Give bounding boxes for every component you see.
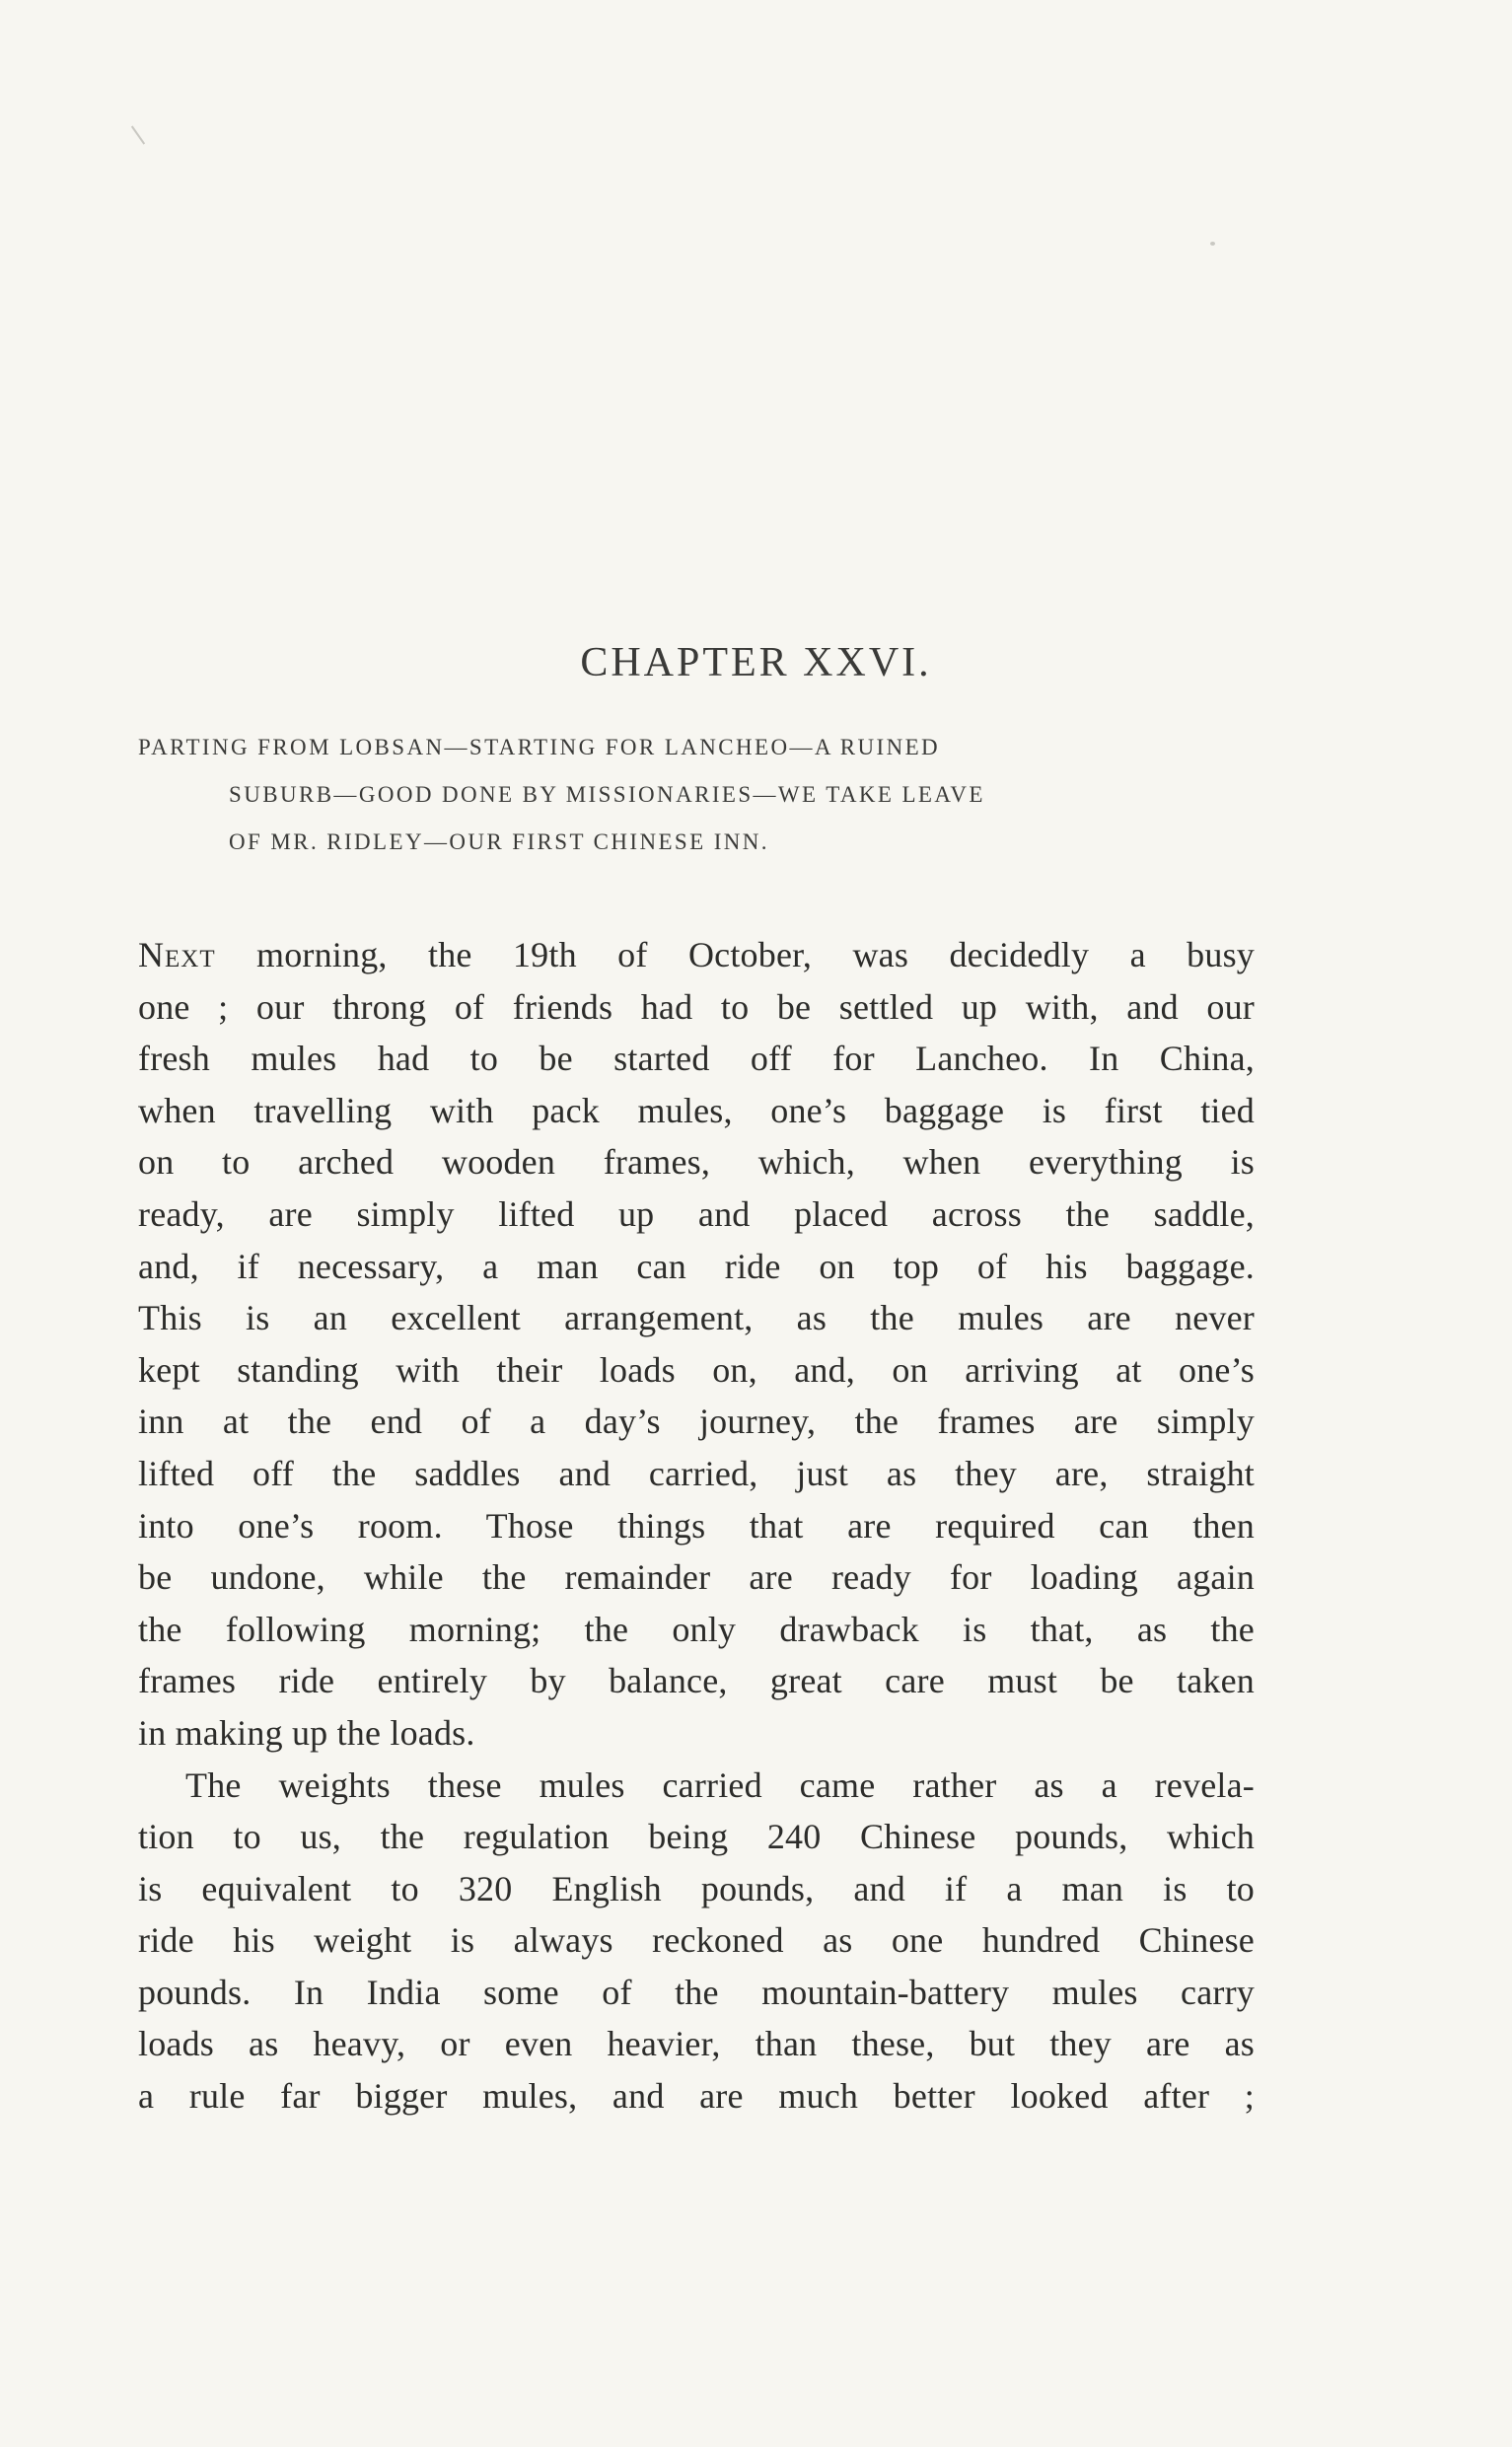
- text-line: on to arched wooden frames, which, when everything is: [138, 1142, 1255, 1183]
- text-line: be undone, while the remainder are ready for loading again: [138, 1557, 1255, 1598]
- chapter-title: CHAPTER XXVI.: [580, 640, 932, 685]
- text-line: pounds. In India some of the mountain-battery mules carry: [138, 1972, 1255, 2012]
- text-line: one ; our throng of friends had to be settled up with, and our: [138, 986, 1255, 1027]
- text-line: frames ride entirely by balance, great care must be taken: [138, 1661, 1255, 1701]
- text-line: when travelling with pack mules, one’s baggage is first tied: [138, 1090, 1255, 1130]
- text-line: the following morning; the only drawback is that, as the: [138, 1609, 1255, 1649]
- text-line: kept standing with their loads on, and, on arriving at one’s: [138, 1349, 1255, 1390]
- text-line: ready, are simply lifted up and placed across the saddle,: [138, 1193, 1255, 1234]
- text-line: a rule far bigger mules, and are much better looked after ;: [138, 2076, 1255, 2117]
- text-line: in making up the loads.: [138, 1712, 475, 1753]
- text-line: is equivalent to 320 English pounds, and if a man is to: [138, 1868, 1255, 1908]
- text-line: lifted off the saddles and carried, just as they are, straight: [138, 1453, 1255, 1493]
- text-line: Next morning, the 19th of October, was decidedly a busy: [138, 935, 1255, 974]
- text-line: This is an excellent arrangement, as the mules are never: [138, 1298, 1255, 1338]
- text-line: fresh mules had to be started off for Lancheo. In China,: [138, 1039, 1255, 1079]
- paper-speck: [1210, 242, 1215, 246]
- text-line: inn at the end of a day’s journey, the frames are simply: [138, 1402, 1255, 1442]
- text-line: ride his weight is always reckoned as one hundred Chinese: [138, 1920, 1255, 1961]
- synopsis-line: PARTING FROM LOBSAN—STARTING FOR LANCHEO—A RUINED: [138, 735, 941, 759]
- synopsis-line: SUBURB—GOOD DONE BY MISSIONARIES—WE TAKE LEAVE: [229, 782, 985, 807]
- text-line: The weights these mules carried came rather as a revela-: [185, 1764, 1255, 1805]
- text-line: loads as heavy, or even heavier, than these, but they are as: [138, 2024, 1255, 2064]
- text-line: tion to us, the regulation being 240 Chinese pounds, which: [138, 1817, 1255, 1857]
- paper-mark: [131, 125, 145, 144]
- text-line: into one’s room. Those things that are required can then: [138, 1505, 1255, 1546]
- text-line: and, if necessary, a man can ride on top of his baggage.: [138, 1246, 1255, 1286]
- opening-word: Next: [138, 935, 216, 974]
- synopsis-line: OF MR. RIDLEY—OUR FIRST CHINESE INN.: [229, 829, 769, 854]
- body-text: [138, 929, 1255, 2123]
- chapter-synopsis: [138, 735, 1272, 877]
